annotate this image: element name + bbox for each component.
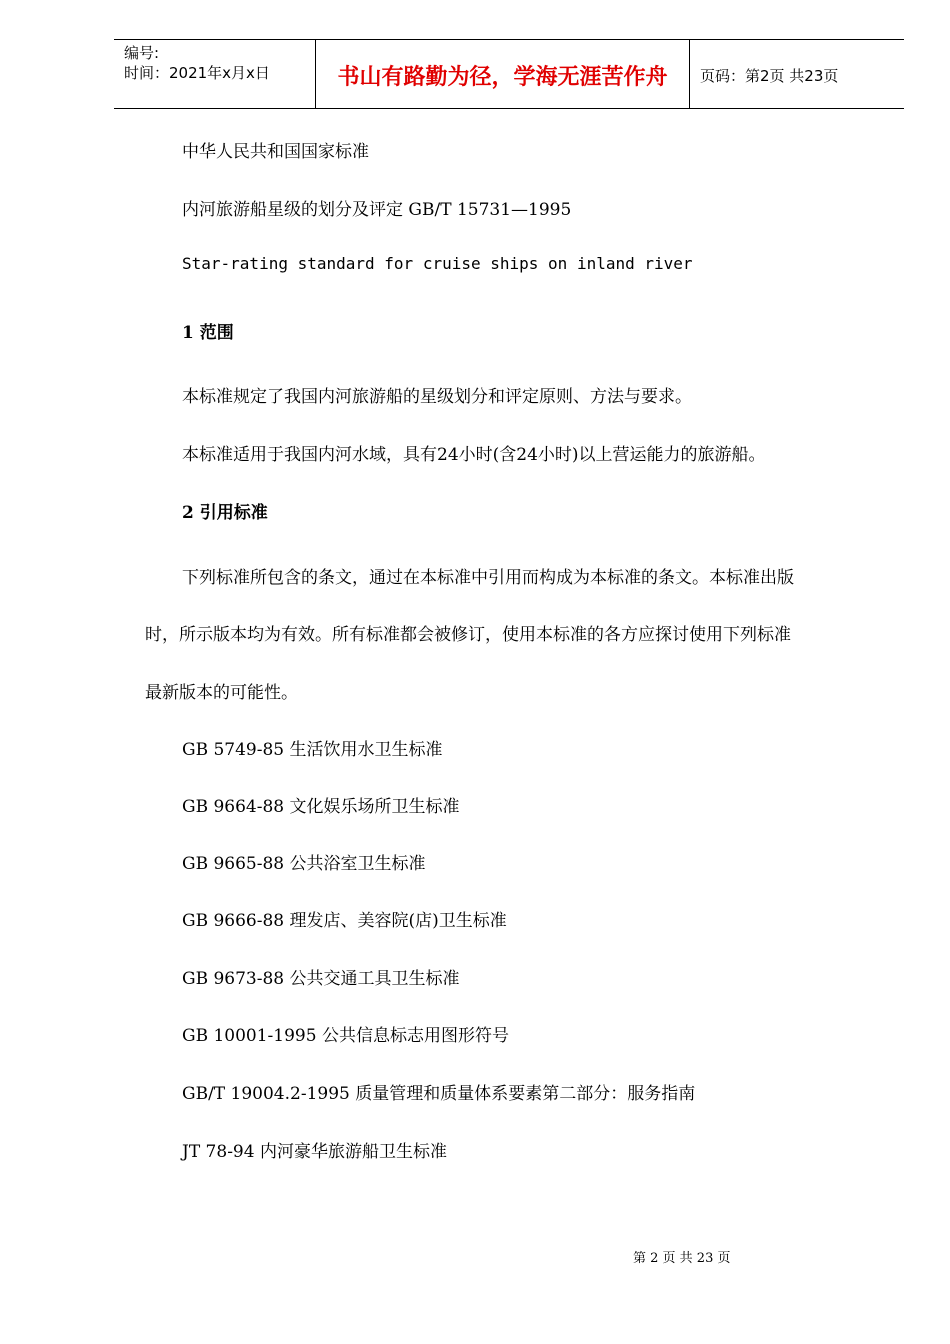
reference-item: GB 9665-88 公共浴室卫生标准: [182, 854, 426, 874]
section-2-paragraph-line-3: 最新版本的可能性。: [145, 683, 298, 703]
header-page-cell: [690, 40, 904, 108]
page-header: [114, 39, 904, 109]
document-date-label: 时间：2021年x月x日: [124, 64, 270, 82]
reference-item: JT 78-94 内河豪华旅游船卫生标准: [182, 1142, 447, 1162]
document-title-cn: 中华人民共和国国家标准: [182, 142, 369, 162]
section-2-heading: 2 引用标准: [182, 503, 268, 523]
header-motto: 书山有路勤为径，学海无涯苦作舟: [337, 65, 668, 90]
header-page-info: 页码：第2页 共23页: [700, 67, 839, 85]
document-title-standard: 内河旅游船星级的划分及评定 GB/T 15731—1995: [182, 200, 572, 220]
section-2-paragraph-line-2: 时，所示版本均为有效。所有标准都会被修订，使用本标准的各方应探讨使用下列标准: [145, 625, 791, 645]
document-number-label: 编号:: [124, 44, 160, 62]
page-footer-number: 第 2 页 共 23 页: [633, 1251, 731, 1266]
document-title-en: Star-rating standard for cruise ships on inland river: [182, 254, 693, 273]
reference-item: GB 9673-88 公共交通工具卫生标准: [182, 969, 460, 989]
section-1-paragraph-1: 本标准规定了我国内河旅游船的星级划分和评定原则、方法与要求。: [182, 387, 692, 407]
header-motto-cell: [316, 40, 690, 108]
reference-item: GB 9664-88 文化娱乐场所卫生标准: [182, 797, 460, 817]
section-1-paragraph-2: 本标准适用于我国内河水域，具有24小时(含24小时)以上营运能力的旅游船。: [182, 445, 766, 465]
reference-item: GB 5749-85 生活饮用水卫生标准: [182, 740, 443, 760]
section-2-paragraph-line-1: 下列标准所包含的条文，通过在本标准中引用而构成为本标准的条文。本标准出版: [182, 568, 794, 588]
reference-item: GB/T 19004.2-1995 质量管理和质量体系要素第二部分：服务指南: [182, 1084, 696, 1104]
header-meta-cell: [114, 40, 316, 108]
reference-item: GB 10001-1995 公共信息标志用图形符号: [182, 1026, 509, 1046]
reference-item: GB 9666-88 理发店、美容院(店)卫生标准: [182, 911, 507, 931]
section-1-heading: 1 范围: [182, 323, 234, 343]
